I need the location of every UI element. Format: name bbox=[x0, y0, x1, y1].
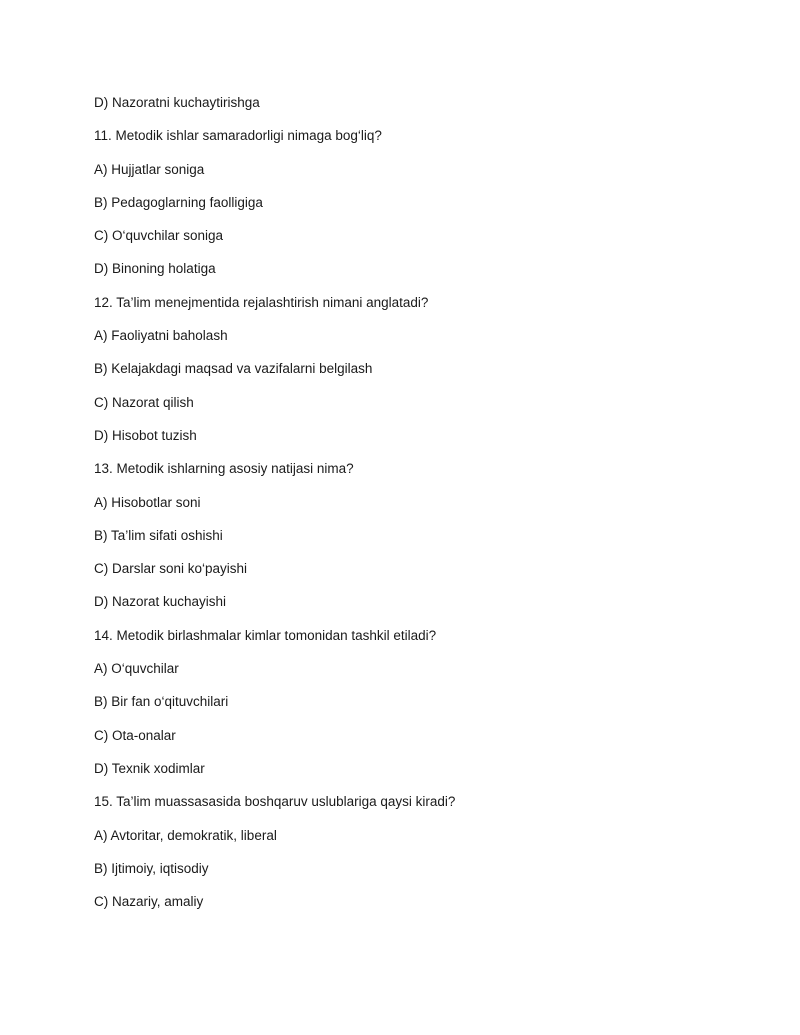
answer-option: C) Darslar soni ko‘payishi bbox=[94, 561, 248, 577]
answer-option: C) Ota-onalar bbox=[94, 727, 176, 743]
answer-option: A) O‘quvchilar bbox=[94, 661, 179, 677]
answer-option: A) Hisobotlar soni bbox=[94, 494, 201, 510]
answer-option: A) Faoliyatni baholash bbox=[94, 328, 228, 344]
answer-option: C) Nazorat qilish bbox=[94, 394, 194, 410]
question-text: 13. Metodik ishlarning asosiy natijasi nima? bbox=[94, 461, 354, 477]
question-text: 11. Metodik ishlar samaradorligi nimaga bog‘liq? bbox=[94, 128, 382, 144]
answer-option: C) Nazariy, amaliy bbox=[94, 894, 204, 910]
question-text: 15. Ta’lim muassasasida boshqaruv uslublariga qaysi kiradi? bbox=[94, 794, 456, 810]
answer-option: B) Kelajakdagi maqsad va vazifalarni belgilash bbox=[94, 361, 373, 377]
answer-option: D) Nazoratni kuchaytirishga bbox=[94, 95, 260, 110]
answer-option: B) Bir fan o‘qituvchilari bbox=[94, 694, 229, 710]
answer-option: B) Ijtimoiy, iqtisodiy bbox=[94, 860, 209, 876]
question-text: 14. Metodik birlashmalar kimlar tomonidan tashkil etiladi? bbox=[94, 627, 437, 643]
question-text: 12. Ta’lim menejmentida rejalashtirish nimani anglatadi? bbox=[94, 294, 429, 310]
answer-option: A) Hujjatlar soniga bbox=[94, 161, 205, 177]
answer-option: B) Pedagoglarning faolligiga bbox=[94, 194, 263, 210]
answer-option: D) Nazorat kuchayishi bbox=[94, 594, 227, 610]
question-list bbox=[94, 92, 455, 924]
answer-option: D) Texnik xodimlar bbox=[94, 760, 205, 776]
answer-option: C) O‘quvchilar soniga bbox=[94, 228, 224, 244]
answer-option: A) Avtoritar, demokratik, liberal bbox=[94, 827, 277, 843]
answer-option: D) Binoning holatiga bbox=[94, 261, 216, 277]
answer-option: B) Ta’lim sifati oshishi bbox=[94, 527, 223, 543]
answer-option: D) Hisobot tuzish bbox=[94, 427, 197, 443]
